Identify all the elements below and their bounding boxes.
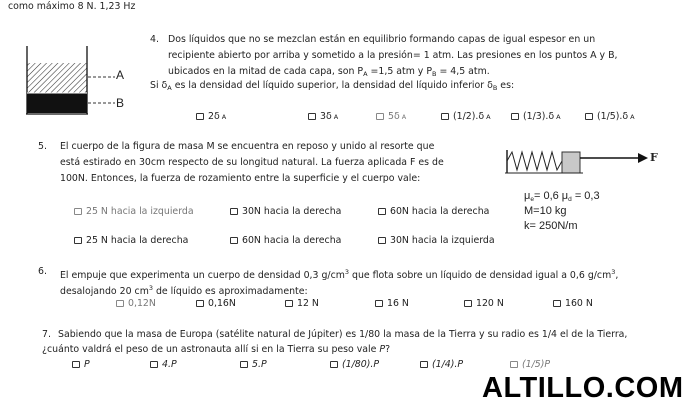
q4-line-2: recipiente abierto por arriba y sometido a la presión= 1 atm. Las presiones en los puntos A y B, (168, 50, 618, 61)
upper-liquid-layer (27, 63, 87, 93)
q5-number: 5. (38, 141, 47, 152)
checkbox[interactable] (116, 300, 124, 307)
q4-line-4: Si $\delta_A$ es la densidad del líquido superior, la densidad del líquido inferior $\delta_B$ es: (150, 80, 515, 92)
q6-option-3[interactable]: 12 N (285, 298, 319, 309)
q6-number: 6. (38, 266, 47, 277)
checkbox[interactable] (375, 300, 383, 307)
checkbox[interactable] (553, 300, 561, 307)
block (562, 152, 580, 173)
q6-option-4[interactable]: 16 N (375, 298, 409, 309)
q4-line-3: ubicados en la mitad de cada capa, son $P_A =1,5$ atm y $P_B = 4,5$ atm. (168, 66, 490, 78)
checkbox[interactable] (196, 300, 204, 307)
checkbox[interactable] (74, 208, 82, 215)
checkbox[interactable] (230, 208, 238, 215)
q5-option-3[interactable]: 60N hacia la derecha (378, 206, 489, 217)
q6-line-2: desalojando 20 $cm^3$ de líquido es aproximadamente: (60, 284, 308, 297)
q4-option-4[interactable]: (1/2).δ A (441, 111, 491, 122)
point-a-label: A (116, 68, 125, 82)
q5-line-2: está estirado en 30cm respecto de su longitud natural. La fuerza aplicada F es de (60, 157, 444, 168)
checkbox[interactable] (510, 361, 518, 368)
q4-option-5[interactable]: (1/3).δ A (511, 111, 561, 122)
q6-line-1: El empuje que experimenta un cuerpo de densidad 0,3 $g/cm^3$ que flota sobre un líquido de densidad igual a 0,6 $g/cm^3$, (60, 268, 619, 281)
q4-option-6[interactable]: (1/5).δ A (585, 111, 635, 122)
checkbox[interactable] (378, 237, 386, 244)
checkbox[interactable] (230, 237, 238, 244)
checkbox[interactable] (585, 113, 593, 120)
spring (507, 152, 562, 170)
checkbox[interactable] (420, 361, 428, 368)
friction-coefficients: $\mu_e= 0,6$ $\mu_d = 0,3$ (524, 190, 600, 203)
previous-answer-fragment: como máximo 8 N. 1,23 Hz (8, 1, 136, 12)
checkbox[interactable] (441, 113, 449, 120)
q7-option-6[interactable]: (1/5)P (510, 359, 550, 370)
q4-option-2[interactable]: 3δ A (308, 111, 338, 122)
q7-option-3[interactable]: 5.P (240, 359, 267, 370)
q5-option-2[interactable]: 30N hacia la derecha (230, 206, 341, 217)
q6-option-6[interactable]: 160 N (553, 298, 593, 309)
checkbox[interactable] (511, 113, 519, 120)
checkbox[interactable] (376, 113, 384, 120)
q4-option-3[interactable]: 5δ A (376, 111, 406, 122)
q7-option-1[interactable]: P (72, 359, 90, 370)
checkbox[interactable] (378, 208, 386, 215)
force-arrow-head (638, 153, 648, 163)
q7-number: 7. (42, 329, 51, 340)
q5-line-3: 100N. Entonces, la fuerza de rozamiento entre la superficie y el cuerpo vale: (60, 173, 421, 184)
spring-constant-value: k= 250N/m (524, 220, 578, 232)
q5-option-4[interactable]: 25 N hacia la derecha (74, 235, 188, 246)
lower-liquid-layer (27, 93, 87, 113)
point-b-label: B (116, 96, 125, 110)
q7-option-2[interactable]: 4.P (150, 359, 177, 370)
q4-option-1[interactable]: 2δ A (196, 111, 226, 122)
altillo-watermark: ALTILLO.COM (482, 372, 684, 404)
q4-line-1: Dos líquidos que no se mezclan están en equilibrio formando capas de igual espesor en un (168, 34, 596, 45)
q7-option-4[interactable]: (1/80).P (330, 359, 379, 370)
checkbox[interactable] (150, 361, 158, 368)
force-label: F (650, 151, 658, 164)
q7-line-2: ¿cuánto valdrá el peso de un astronauta allí si en la Tierra su peso vale P? (42, 344, 391, 355)
q5-option-5[interactable]: 60N hacia la derecha (230, 235, 341, 246)
q6-option-5[interactable]: 120 N (464, 298, 504, 309)
checkbox[interactable] (240, 361, 248, 368)
mass-value: M=10 kg (524, 205, 567, 217)
q7-line-1: Sabiendo que la masa de Europa (satélite natural de Júpiter) es 1/80 la masa de la Tierra y su radio es 1/4 el de la Tierra, (58, 329, 628, 340)
q7-option-5[interactable]: (1/4).P (420, 359, 463, 370)
checkbox[interactable] (464, 300, 472, 307)
q5-option-6[interactable]: 30N hacia la izquierda (378, 235, 495, 246)
checkbox[interactable] (196, 113, 204, 120)
checkbox[interactable] (330, 361, 338, 368)
checkbox[interactable] (308, 113, 316, 120)
checkbox[interactable] (74, 237, 82, 244)
q5-option-1[interactable]: 25 N hacia la izquierda (74, 206, 194, 217)
checkbox[interactable] (72, 361, 80, 368)
q4-number: 4. (150, 34, 159, 45)
q6-option-1[interactable]: 0,12N (116, 298, 156, 309)
q5-line-1: El cuerpo de la figura de masa M se encuentra en reposo y unido al resorte que (60, 141, 435, 152)
checkbox[interactable] (285, 300, 293, 307)
q6-option-2[interactable]: 0,16N (196, 298, 236, 309)
